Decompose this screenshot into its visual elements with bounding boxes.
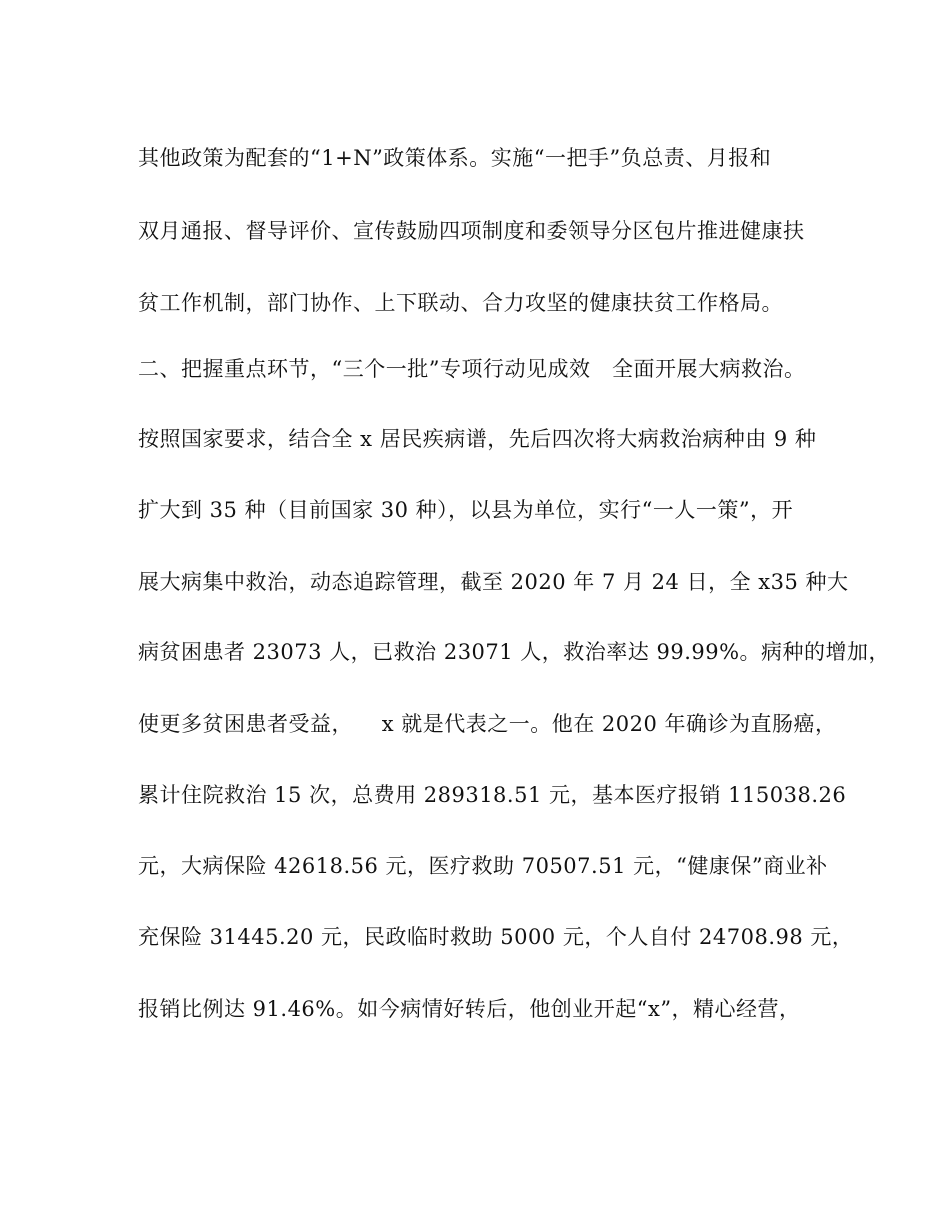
text-line: 充保险 31445.20 元，民政临时救助 5000 元，个人自付 24708.98 元，: [138, 925, 854, 949]
text-line: 累计住院救治 15 次，总费用 289318.51 元，基本医疗报销 115038.26: [138, 783, 847, 807]
text-line: 扩大到 35 种（目前国家 30 种），以县为单位，实行“一人一策”，开: [138, 498, 794, 522]
text-line: 使更多贫困患者受益， x 就是代表之一。他在 2020 年确诊为直肠癌，: [138, 712, 837, 736]
text-line: 双月通报、督导评价、宣传鼓励四项制度和委领导分区包片推进健康扶: [138, 219, 805, 243]
text-line: 贫工作机制，部门协作、上下联动、合力攻坚的健康扶贫工作格局。: [138, 291, 783, 315]
text-line: 其他政策为配套的“1+N”政策体系。实施“一把手”负总责、月报和: [138, 146, 772, 170]
text-line: 病贫困患者 23073 人，已救治 23071 人，救治率达 99.99%。病种的增加，: [138, 640, 891, 664]
text-line: 报销比例达 91.46%。如今病情好转后，他创业开起“x”，精心经营，: [138, 997, 801, 1021]
section-heading-line: 二、把握重点环节，“三个一批”专项行动见成效 全面开展大病救治。: [138, 357, 806, 381]
text-line: 按照国家要求，结合全 x 居民疾病谱，先后四次将大病救治病种由 9 种: [138, 427, 817, 451]
text-line: 元，大病保险 42618.56 元，医疗救助 70507.51 元，“健康保”商业补: [138, 854, 828, 878]
text-line: 展大病集中救治，动态追踪管理，截至 2020 年 7 月 24 日，全 x35 种大: [138, 570, 849, 594]
